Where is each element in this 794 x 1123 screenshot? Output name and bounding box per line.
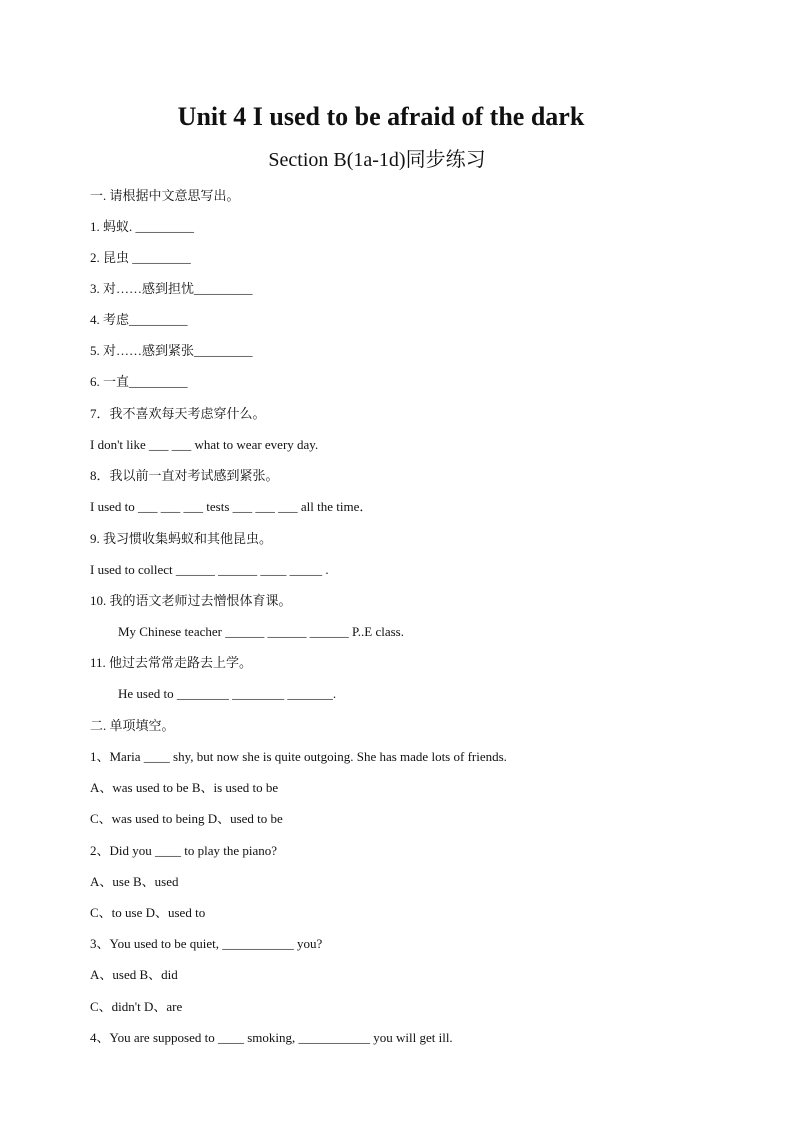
worksheet-title: Unit 4 I used to be afraid of the dark: [177, 102, 585, 131]
mc-options-2-cd: C、to use D、used to: [90, 905, 206, 920]
translation-prompt-9: 9. 我习惯收集蚂蚁和其他昆虫。: [90, 531, 273, 546]
translation-prompt-11: 11. 他过去常常走路去上学。: [90, 655, 253, 670]
vocab-item-1: 1. 蚂蚁. _________: [90, 219, 195, 234]
mc-options-3-cd: C、didn't D、are: [90, 999, 183, 1014]
section-two-heading: 二. 单项填空。: [90, 718, 175, 733]
vocab-item-4: 4. 考虑_________: [90, 312, 188, 327]
translation-prompt-7: 7．我不喜欢每天考虑穿什么。: [90, 406, 266, 421]
translation-prompt-10: 10. 我的语文老师过去憎恨体育课。: [90, 593, 292, 608]
vocab-item-6: 6. 一直_________: [90, 374, 188, 389]
mc-question-3: 3、You used to be quiet, ___________ you?: [90, 936, 323, 951]
translation-blank-9: I used to collect ______ ______ ____ _____ .: [90, 562, 329, 577]
mc-options-1-cd: C、was used to being D、used to be: [90, 811, 283, 826]
vocab-item-2: 2. 昆虫 _________: [90, 250, 191, 265]
vocab-item-5: 5. 对……感到紧张_________: [90, 343, 253, 358]
translation-blank-7: I don't like ___ ___ what to wear every day.: [90, 437, 319, 452]
translation-prompt-8: 8．我以前一直对考试感到紧张。: [90, 468, 279, 483]
mc-question-4: 4、You are supposed to ____ smoking, ___________ you will get ill.: [90, 1030, 453, 1045]
translation-blank-8: I used to ___ ___ ___ tests ___ ___ ___ all the time．: [90, 499, 373, 514]
translation-blank-10: My Chinese teacher ______ ______ ______ P..E class.: [118, 624, 404, 639]
section-one-heading: 一. 请根据中文意思写出。: [90, 188, 240, 203]
mc-options-2-ab: A、use B、used: [90, 874, 179, 889]
mc-options-1-ab: A、was used to be B、is used to be: [90, 780, 279, 795]
vocab-item-3: 3. 对……感到担忧_________: [90, 281, 253, 296]
translation-blank-11: He used to ________ ________ _______.: [118, 686, 337, 701]
mc-question-1: 1、Maria ____ shy, but now she is quite outgoing. She has made lots of friends.: [90, 749, 507, 764]
worksheet-subtitle: Section B(1a-1d)同步练习: [268, 149, 486, 171]
mc-options-3-ab: A、used B、did: [90, 967, 178, 982]
mc-question-2: 2、Did you ____ to play the piano?: [90, 843, 278, 858]
